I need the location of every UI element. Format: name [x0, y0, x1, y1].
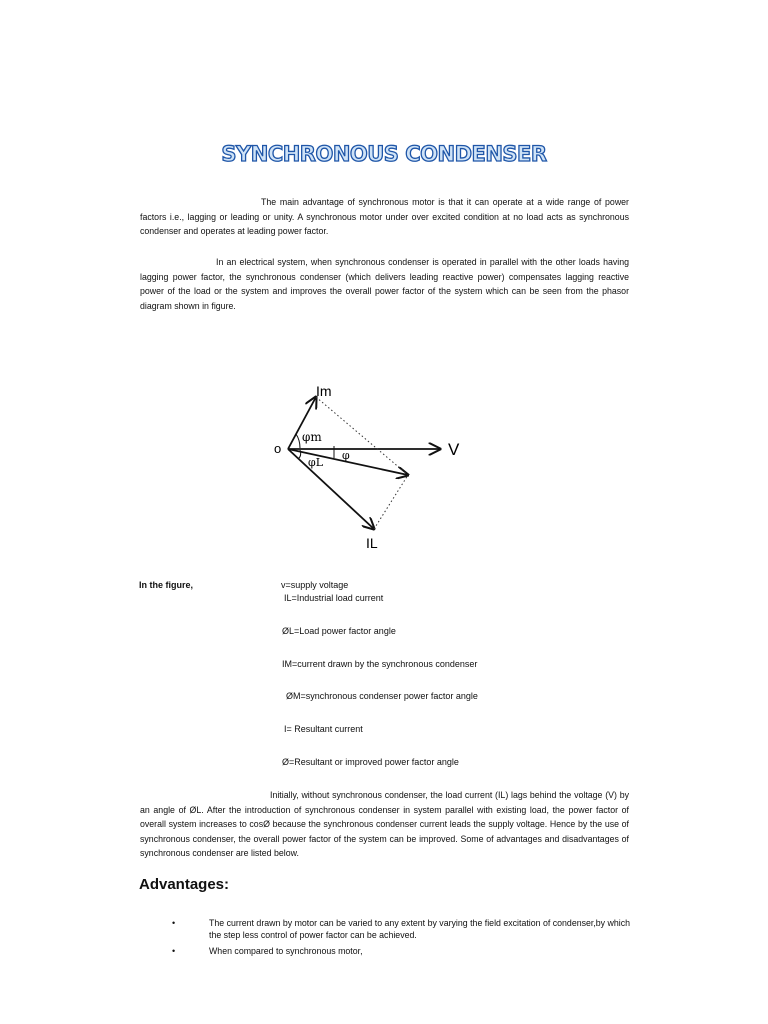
angle-arc-m [296, 434, 300, 448]
dotted-construction-line [374, 475, 408, 529]
explanation-paragraph [140, 788, 629, 861]
voltage-label: V [448, 440, 460, 459]
intro-paragraph [140, 195, 629, 239]
bullet-icon: • [172, 918, 176, 928]
condenser-current-label: Im [316, 383, 332, 399]
page-title: SYNCHRONOUS CONDENSER [221, 142, 547, 166]
definition-item: I= Resultant current [284, 724, 363, 734]
explanation-paragraph-text: Initially, without synchronous condenser, the load current (IL) lags behind the voltage (V) by an angle of ØL. After the introduction of synchronous condenser in system parallel with existing load, the power factor of overall system increases to cosØ because the synchronous condenser current leads the supply voltage. Hence by the use of synchronous condenser, the overall power factor of the system can be improved. Some of advantages and disadvantages of synchronous condenser are listed below. [140, 790, 629, 858]
definition-item: ØM=synchronous condenser power factor angle [286, 691, 478, 701]
advantages-heading: Advantages: [139, 876, 230, 893]
definition-item: ØL=Load power factor angle [282, 626, 396, 636]
intro-paragraph-text: The main advantage of synchronous motor is that it can operate at a wide range of power factors i.e., lagging or leading or unity. A synchronous motor under over excited condition at no load acts as synchronous condenser and operates at leading power factor. [140, 197, 629, 236]
bullet-icon: • [172, 946, 176, 956]
advantages-list [170, 917, 640, 961]
load-current-phasor [288, 449, 374, 529]
list-item-text: The current drawn by motor can be varied to any extent by varying the field excitation of condenser,by which the step less control of power factor can be achieved. [209, 918, 631, 940]
definition-item: IM=current drawn by the synchronous condenser [282, 659, 478, 669]
definition-item: v=supply voltage [281, 580, 349, 590]
phasor-diagram [262, 378, 472, 558]
definition-item: Ø=Resultant or improved power factor angle [282, 757, 459, 767]
dotted-construction-line [316, 397, 408, 475]
definitions-lead: In the figure, [139, 580, 193, 590]
list-item [170, 917, 640, 941]
list-item [170, 945, 640, 957]
load-current-label: IL [366, 535, 378, 551]
phi-label: φ [342, 449, 350, 462]
phi-l-label: φL [308, 456, 324, 469]
origin-label: o [274, 441, 282, 456]
definition-item: IL=Industrial load current [284, 593, 384, 603]
phi-m-label: φm [302, 430, 322, 444]
parallel-paragraph [140, 255, 629, 313]
list-item-text: When compared to synchronous motor, [209, 946, 363, 956]
parallel-paragraph-text: In an electrical system, when synchronous condenser is operated in parallel with the other loads having lagging power factor, the synchronous condenser (which delivers leading reactive power) compensates lagging reactive power of the load or the system and improves the overall power factor of the system which can be seen from the phasor diagram shown in figure. [140, 257, 629, 311]
